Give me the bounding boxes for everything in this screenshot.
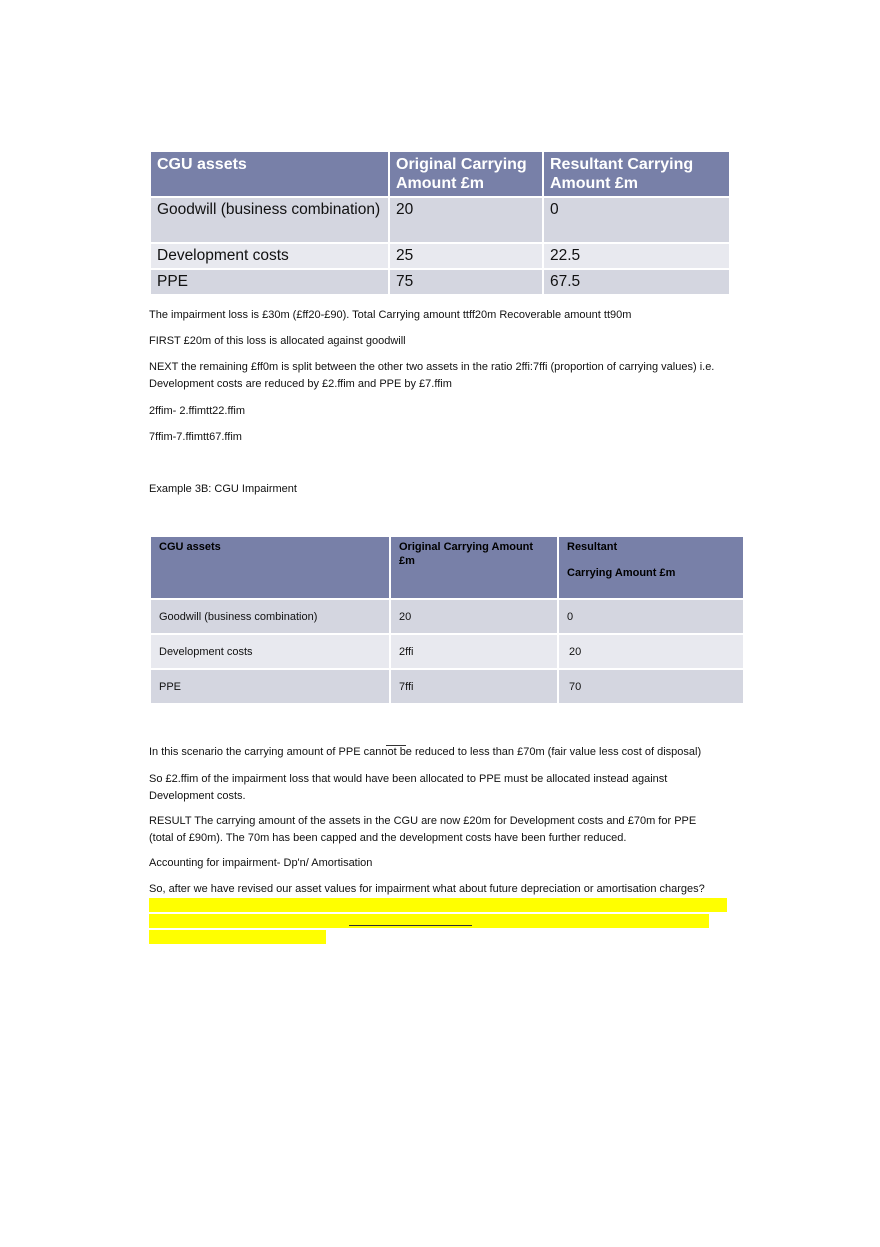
- table-row: [150, 197, 730, 243]
- paragraph: So £2.ffim of the impairment loss that would have been allocated to PPE must be allocated instead against Development costs.: [149, 773, 668, 802]
- highlight-bar: [149, 930, 326, 944]
- cell: 2ffi: [390, 634, 558, 669]
- table-row: [150, 243, 730, 269]
- cell: Goodwill (business combination): [150, 197, 389, 243]
- cell: 20: [390, 599, 558, 634]
- header-line: Resultant: [567, 541, 618, 553]
- paragraph: RESULT The carrying amount of the assets in the CGU are now £20m for Development costs and £70m for PPE (total of £90m). The 70m has been capped and the development costs have been further reduced.: [149, 815, 697, 844]
- header-cell: Original Carrying Amount £m: [389, 151, 543, 197]
- header-cell: Original Carrying Amount £m: [390, 536, 558, 599]
- paragraph: 2ffim- 2.ffimtt22.ffim: [149, 405, 245, 417]
- example-title: Example 3B: CGU Impairment: [149, 483, 297, 495]
- paragraph: 7ffim-7.ffimtt67.ffim: [149, 431, 242, 443]
- paragraph: NEXT the remaining £ff0m is split between the other two assets in the ratio 2ffi:7ffi (proportion of carrying values) i.e. Development costs are reduced by £2.ffim and PPE by £7.ffim: [149, 361, 715, 390]
- cell: 20: [389, 197, 543, 243]
- cell: Development costs: [150, 634, 390, 669]
- highlight-bar: [149, 898, 727, 912]
- cell: 0: [543, 197, 730, 243]
- paragraph: FIRST £20m of this loss is allocated against goodwill: [149, 335, 406, 347]
- cell: 70: [558, 669, 744, 704]
- cell: 7ffi: [390, 669, 558, 704]
- cgu-table-2: [149, 535, 745, 705]
- cell: 25: [389, 243, 543, 269]
- cell: 67.5: [543, 269, 730, 295]
- paragraph: The impairment loss is £30m (£ff20-£90). Total Carrying amount ttff20m Recoverable amount tt90m: [149, 309, 632, 321]
- cell: PPE: [150, 669, 390, 704]
- table-row: [150, 599, 744, 634]
- cell: 20: [558, 634, 744, 669]
- header-cell: [558, 536, 744, 599]
- cell: 75: [389, 269, 543, 295]
- table-row: [150, 269, 730, 295]
- paragraph: So, after we have revised our asset values for impairment what about future depreciation or amortisation charges?: [149, 883, 705, 895]
- cgu-table-1: [149, 150, 731, 296]
- cell: Goodwill (business combination): [150, 599, 390, 634]
- table-row: [150, 634, 744, 669]
- header-line: Carrying Amount £m: [567, 567, 676, 579]
- paragraph: Accounting for impairment- Dp'n/ Amortisation: [149, 857, 373, 869]
- paragraph: In this scenario the carrying amount of PPE cannot be reduced to less than £70m (fair value less cost of disposal): [149, 746, 702, 758]
- table-row: [150, 669, 744, 704]
- cell: 0: [558, 599, 744, 634]
- underline-mark: [349, 925, 472, 926]
- cell: Development costs: [150, 243, 389, 269]
- header-cell: CGU assets: [150, 536, 390, 599]
- header-cell: CGU assets: [150, 151, 389, 197]
- cell: 22.5: [543, 243, 730, 269]
- cell: PPE: [150, 269, 389, 295]
- header-cell: Resultant Carrying Amount £m: [543, 151, 730, 197]
